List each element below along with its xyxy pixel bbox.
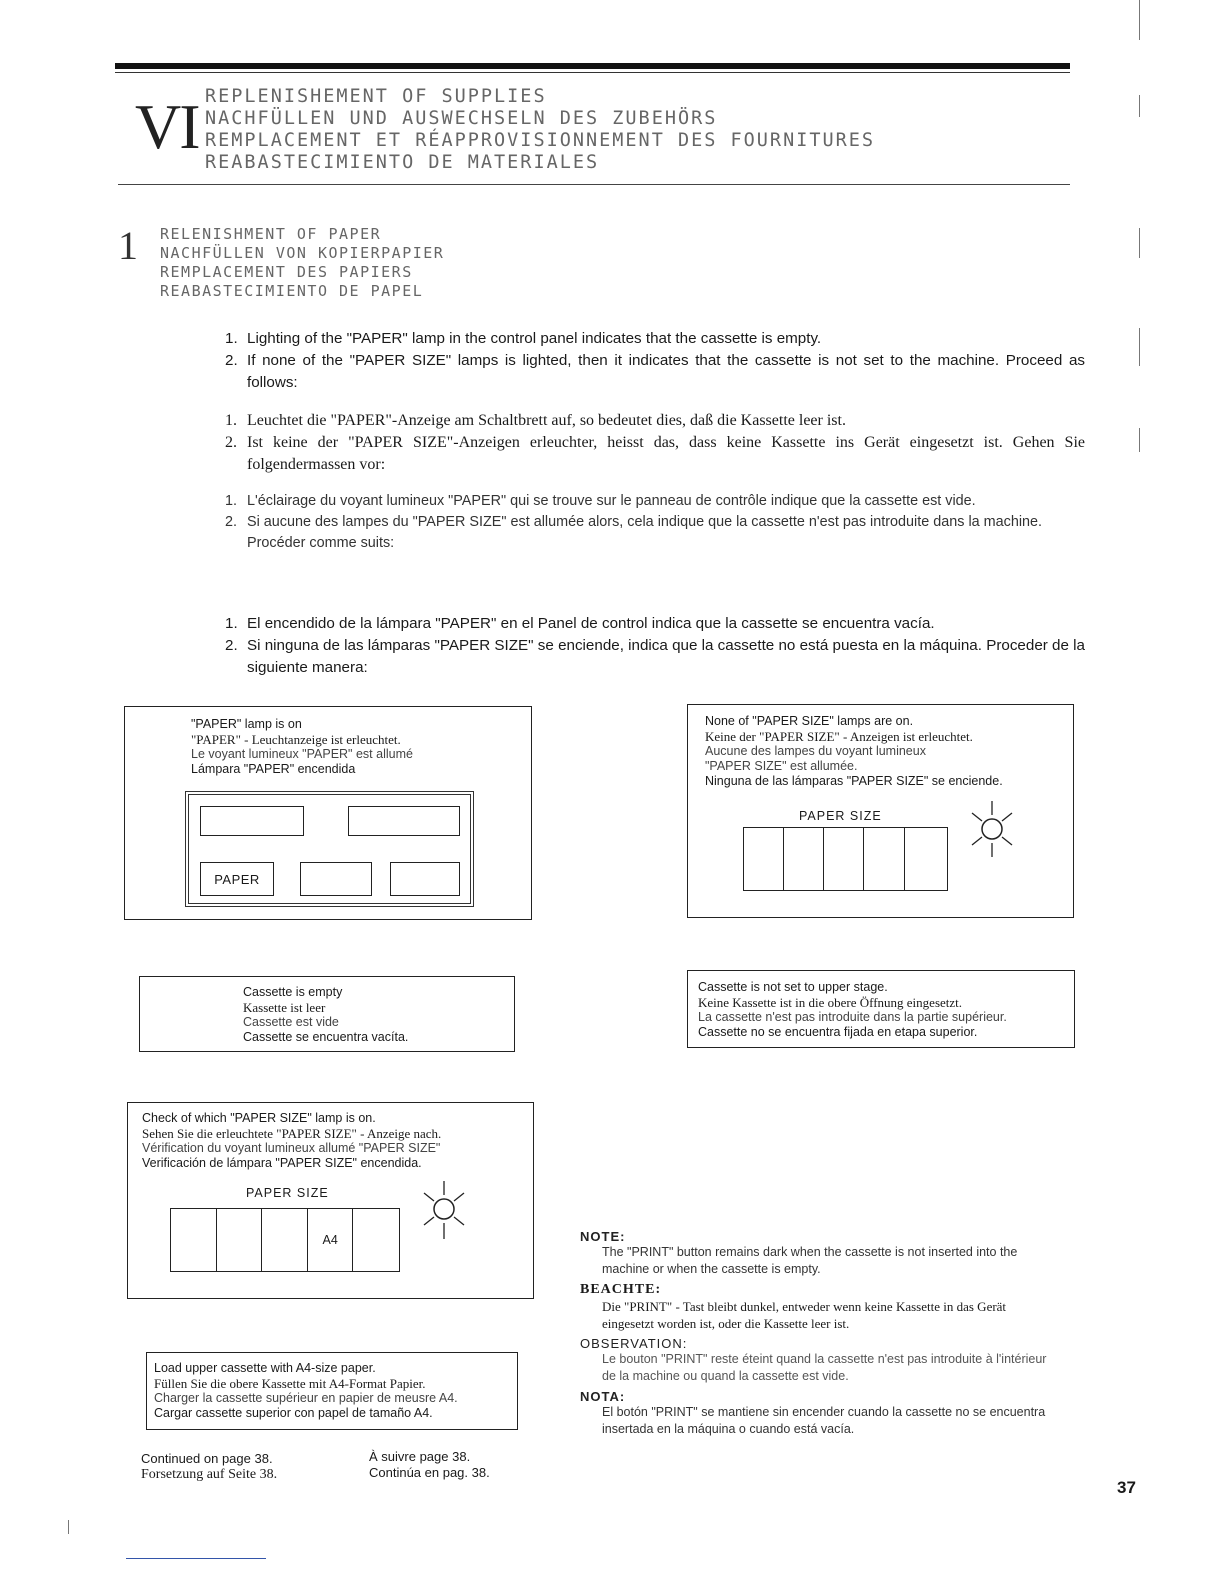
continued-right bbox=[369, 1449, 490, 1481]
instructions-es bbox=[225, 613, 1085, 679]
subsection-title-fr: REMPLACEMENT DES PAPIERS bbox=[160, 263, 413, 281]
note-head-en: NOTE: bbox=[580, 1229, 626, 1244]
bottom-line bbox=[126, 1558, 266, 1559]
check-paper-size-box bbox=[127, 1102, 534, 1299]
continued-left bbox=[141, 1451, 277, 1483]
paper-size-lamp bbox=[353, 1209, 399, 1271]
subsection-titles bbox=[160, 225, 444, 301]
section-titles bbox=[205, 86, 875, 174]
list-item: 1. Leuchtet die "PAPER"-Anzeige am Schaltbrett auf, so bedeutet dies, daß die Kassette leer ist. bbox=[225, 412, 846, 429]
load-cassette-text: Load upper cassette with A4-size paper. Füllen Sie die obere Kassette mit A4-Format Papier. Charger la cassette supérieur en papier de meusre A4. Cargar cassette superior con papel de tamaño A4. bbox=[154, 1361, 458, 1420]
continued-es: Continúa en pag. 38. bbox=[369, 1465, 490, 1480]
subsection-title-en: RELENISHMENT OF PAPER bbox=[160, 225, 382, 243]
instructions-fr bbox=[225, 491, 1085, 554]
paper-size-lamp bbox=[824, 828, 864, 890]
list-item: 1. El encendido de la lámpara "PAPER" en el Panel de control indica que la cassette se encuentra vacía. bbox=[225, 615, 935, 632]
section-title-es: REABASTECIMIENTO DE MATERIALES bbox=[205, 152, 600, 173]
subsection-number: 1 bbox=[118, 223, 138, 268]
paper-size-label: PAPER SIZE bbox=[799, 809, 882, 823]
paper-lamp: PAPER bbox=[200, 862, 274, 896]
lamp-indicator bbox=[200, 806, 304, 836]
check-paper-size-text: Check of which "PAPER SIZE" lamp is on. Sehen Sie die erleuchtete "PAPER SIZE" - Anzeige nach. Vérification du voyant lumineux allumé "PAPER SIZE" Verificación de lámpara "PAPER SIZE" encendida. bbox=[142, 1111, 442, 1170]
list-item: 2. Si aucune des lampes du "PAPER SIZE" est allumée alors, cela indique que la cassette n'est pas introduite dans la machine. Procéder comme suits: bbox=[225, 514, 1043, 551]
no-paper-size-text: None of "PAPER SIZE" lamps are on. Keine der "PAPER SIZE" - Anzeigen ist erleuchtet. Aucune des lampes du voyant lumineux "PAPER SIZE" est allumée. Ninguna de las lámparas "PAPER SIZE" se enciende. bbox=[705, 714, 1003, 788]
paper-size-lamp bbox=[217, 1209, 263, 1271]
note-head-de: BEACHTE: bbox=[580, 1282, 662, 1297]
lamp-indicator bbox=[348, 806, 460, 836]
note-head-es: NOTA: bbox=[580, 1389, 626, 1404]
paper-size-lamp-row bbox=[743, 827, 948, 891]
instructions-en bbox=[225, 328, 1085, 394]
scan-edge-mark bbox=[1139, 228, 1140, 258]
control-panel-diagram bbox=[185, 791, 474, 907]
paper-size-lamp-row bbox=[170, 1208, 400, 1272]
cassette-empty-box bbox=[139, 976, 515, 1052]
scan-edge-mark bbox=[1139, 428, 1140, 452]
paper-size-lamp bbox=[864, 828, 905, 890]
paper-lamp-on-box bbox=[124, 706, 532, 920]
scan-edge-mark bbox=[1139, 328, 1140, 366]
continued-en: Continued on page 38. bbox=[141, 1451, 273, 1466]
note-body-es: El botón "PRINT" se mantiene sin encender cuando la cassette no se encuentra insertada en la máquina o cuando está vacía. bbox=[602, 1405, 1046, 1436]
page-number: 37 bbox=[1117, 1478, 1136, 1497]
paper-size-lamp bbox=[905, 828, 946, 890]
section-numeral: VI bbox=[135, 91, 199, 162]
list-item: 1. Lighting of the "PAPER" lamp in the control panel indicates that the cassette is empty. bbox=[225, 330, 822, 347]
top-rule bbox=[115, 63, 1070, 69]
paper-size-lamp bbox=[784, 828, 824, 890]
cassette-empty-text: Cassette is empty Kassette ist leer Cassette est vide Cassette se encuentra vacíta. bbox=[243, 985, 409, 1044]
scan-edge-mark bbox=[1139, 0, 1140, 40]
paper-size-label: PAPER SIZE bbox=[246, 1186, 329, 1200]
paper-lamp-on-text: "PAPER" lamp is on "PAPER" - Leuchtanzeige ist erleuchtet. Le voyant lumineux "PAPER" est allumé Lámpara "PAPER" encendida bbox=[191, 717, 413, 776]
note-head-fr: OBSERVATION: bbox=[580, 1336, 688, 1351]
continued-fr: À suivre page 38. bbox=[369, 1449, 471, 1464]
section-divider bbox=[118, 184, 1070, 185]
lamp-lit-icon bbox=[960, 797, 1024, 861]
continued-de: Forsetzung auf Seite 38. bbox=[141, 1467, 278, 1482]
note-body-en: The "PRINT" button remains dark when the cassette is not inserted into the machine or when the cassette is empty. bbox=[602, 1245, 1018, 1276]
section-title-de: NACHFÜLLEN UND AUSWECHSELN DES ZUBEHÖRS bbox=[205, 108, 718, 129]
list-item: 2. Ist keine der "PAPER SIZE"-Anzeigen erleuchter, heisst das, dass keine Kassette ins Gerät eingesetzt ist. Gehen Sie folgendermassen vor: bbox=[225, 434, 1085, 473]
section-title-fr: REMPLACEMENT ET RÉAPPROVISIONNEMENT DES FOURNITURES bbox=[205, 130, 876, 151]
lamp-lit-icon bbox=[412, 1177, 476, 1241]
paper-size-lamp bbox=[744, 828, 784, 890]
cassette-not-set-text: Cassette is not set to upper stage. Keine Kassette ist in die obere Öffnung eingesetzt. La cassette n'est pas introduite dans la partie supérieur. Cassette no se encuentra fijada en etapa superior. bbox=[698, 980, 1007, 1039]
paper-size-lamp-a4: A4 bbox=[308, 1209, 354, 1271]
paper-size-lamp bbox=[171, 1209, 217, 1271]
cassette-not-set-box bbox=[687, 970, 1075, 1048]
subsection-title-es: REABASTECIMIENTO DE PAPEL bbox=[160, 282, 424, 300]
scan-edge-mark bbox=[68, 1520, 69, 1534]
note-body-de: Die "PRINT" - Tast bleibt dunkel, entweder wenn keine Kassette in das Gerät eingesetzt worden ist, oder die Kassette leer ist. bbox=[602, 1299, 1007, 1331]
list-item: 2. Si ninguna de las lámparas "PAPER SIZE" se enciende, indica que la cassette no está puesta en la máquina. Proceder de la siguiente manera: bbox=[225, 637, 1085, 676]
load-cassette-box bbox=[146, 1352, 518, 1430]
section-title-en: REPLENISHEMENT OF SUPPLIES bbox=[205, 86, 547, 107]
subsection-title-de: NACHFÜLLEN VON KOPIERPAPIER bbox=[160, 244, 445, 262]
paper-size-lamp bbox=[262, 1209, 308, 1271]
top-thin-rule bbox=[115, 72, 1070, 73]
lamp-indicator bbox=[300, 862, 372, 896]
instructions-de bbox=[225, 410, 1085, 476]
lamp-indicator bbox=[390, 862, 460, 896]
note-body-fr: Le bouton "PRINT" reste éteint quand la cassette n'est pas introduite à l'intérieur de la machine ou quand la cassette est vide. bbox=[602, 1352, 1047, 1383]
list-item: 2. If none of the "PAPER SIZE" lamps is lighted, then it indicates that the cassette is not set to the machine. Proceed as follows: bbox=[225, 352, 1085, 391]
list-item: 1. L'éclairage du voyant lumineux "PAPER" qui se trouve sur le panneau de contrôle indique que la cassette est vide. bbox=[225, 493, 976, 509]
notes-block bbox=[580, 1229, 1055, 1438]
scan-edge-mark bbox=[1139, 95, 1140, 117]
no-paper-size-box bbox=[687, 704, 1074, 918]
